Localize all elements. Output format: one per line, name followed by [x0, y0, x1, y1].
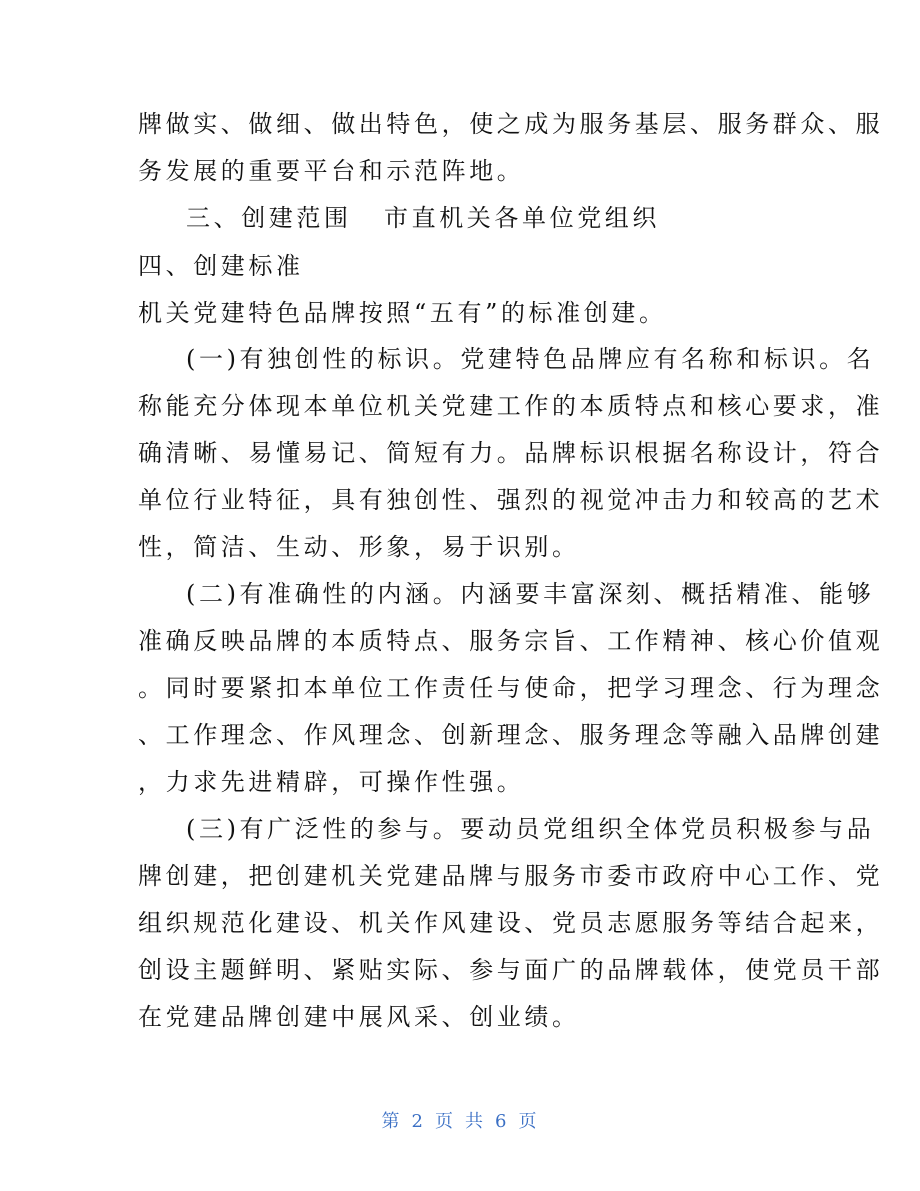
body-line: 单位行业特征，具有独创性、强烈的视觉冲击力和较高的艺术: [138, 486, 884, 514]
body-line: 组织规范化建设、机关作风建设、党员志愿服务等结合起来，: [138, 909, 884, 937]
body-line: 牌做实、做细、做出特色，使之成为服务基层、服务群众、服: [138, 110, 884, 138]
footer-di: 第: [381, 1111, 402, 1132]
footer-page-number: 2: [411, 1111, 425, 1132]
paragraph-first-line: (三)有广泛性的参与。要动员党组织全体党员积极参与品: [186, 815, 875, 843]
footer-ye2: 页: [518, 1111, 539, 1132]
body-line: 机关党建特色品牌按照“五有”的标准创建。: [138, 299, 667, 327]
body-line: 在党建品牌创建中展风采、创业绩。: [138, 1003, 580, 1031]
body-line: ，力求先进精辟，可操作性强。: [138, 768, 525, 796]
body-line: 务发展的重要平台和示范阵地。: [138, 157, 525, 185]
section-heading-standard: 四、创建标准: [138, 252, 304, 280]
paragraph-first-line: (一)有独创性的标识。党建特色品牌应有名称和标识。名: [186, 345, 875, 373]
body-line: 称能充分体现本单位机关党建工作的本质特点和核心要求，准: [138, 392, 884, 420]
body-line: 创设主题鲜明、紧贴实际、参与面广的品牌载体，使党员干部: [138, 956, 884, 984]
paragraph-first-line: (二)有准确性的内涵。内涵要丰富深刻、概括精准、能够: [186, 580, 875, 608]
body-line: 准确反映品牌的本质特点、服务宗旨、工作精神、核心价值观: [138, 627, 884, 655]
body-line: 、工作理念、作风理念、创新理念、服务理念等融入品牌创建: [138, 721, 884, 749]
section-heading-scope: 三、创建范围: [186, 204, 352, 232]
body-line: 确清晰、易懂易记、简短有力。品牌标识根据名称设计，符合: [138, 439, 884, 467]
scope-value: 市直机关各单位党组织: [384, 204, 660, 232]
footer-gong: 共: [465, 1111, 485, 1132]
body-line: 性，简洁、生动、形象，易于识别。: [138, 533, 580, 561]
footer-total-pages: 6: [495, 1111, 509, 1132]
footer-ye: 页: [435, 1111, 455, 1132]
page-footer: [0, 1110, 920, 1134]
body-line: 牌创建，把创建机关党建品牌与服务市委市政府中心工作、党: [138, 862, 884, 890]
body-line: 。同时要紧扣本单位工作责任与使命，把学习理念、行为理念: [138, 674, 884, 702]
